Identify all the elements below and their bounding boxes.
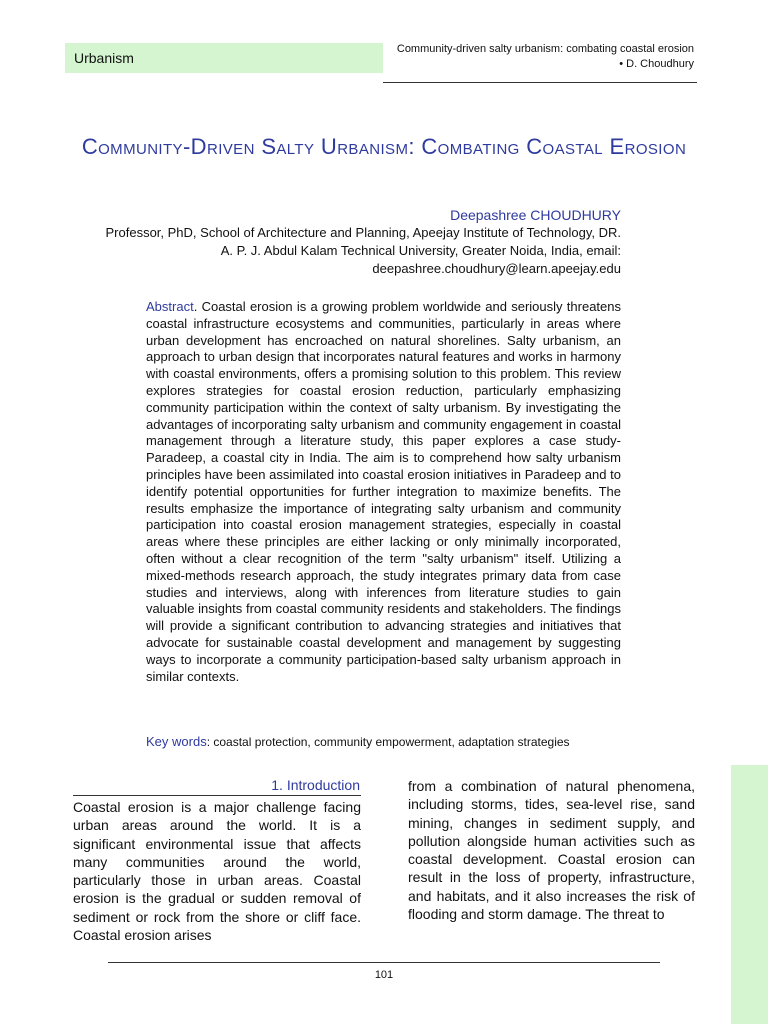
keywords-label: Key words	[146, 734, 207, 749]
header-rule	[383, 82, 697, 83]
left-column	[73, 776, 361, 944]
paper-title: Community-Driven Salty Urbanism: Combating Coastal Erosion	[81, 133, 687, 159]
intro-right-text: from a combination of natural phenomena, including storms, tides, sea-level rise, sand mining, changes in sediment supply, and pollution alongside human activities such as coastal development. Coastal erosion can result in the loss of property, infrastructure, and habitats, and it also increases the risk of flooding and storm damage. The threat to	[408, 778, 695, 923]
author-affiliation: Professor, PhD, School of Architecture and Planning, Apeejay Institute of Technology, DR. A. P. J. Abdul Kalam Technical University, Greater Noida, India, email: deepashree.choudhury@learn.apeejay.edu	[105, 225, 621, 276]
side-color-strip	[731, 765, 768, 1024]
abstract	[146, 299, 621, 685]
author-name: Deepashree CHOUDHURY	[450, 207, 621, 223]
page-number: 101	[374, 969, 394, 981]
keywords	[146, 733, 626, 751]
introduction-heading: 1. Introduction	[73, 776, 361, 796]
abstract-text: . Coastal erosion is a growing problem worldwide and seriously threatens coastal infrastructure ecosystems and communities, particularly in areas where urban development has encroached on natural shorelines. Salty urbanism, an approach to urban design that incorporates natural features and works in harmony with coastal environments, offers a promising solution to this problem. This review explores strategies for coastal erosion reduction, particularly emphasizing community participation within the context of salty urbanism. By investigating the advantages of incorporating salty urbanism and community engagement in coastal management through a literature study, this paper explores a case study-Paradeep, a coastal city in India. The aim is to comprehend how salty urbanism principles have been assimilated into coastal erosion initiatives in Paradeep and to identify potential opportunities for further integration to maximize benefits. The results emphasize the importance of integrating salty urbanism and community participation into coastal erosion management strategies, especially in coastal areas where these principles are either lacking or only minimally incorporated, often without a clear recognition of the term "salty urbanism" itself. Utilizing a mixed-methods research approach, the study integrates primary data from case studies and interviews, along with inferences from literature studies to gain valuable insights from coastal community residents and stakeholders. The findings will provide a significant contribution to advancing strategies and initiatives that advocate for sustainable coastal development and management by suggesting ways to incorporate a community participation-based salty urbanism approach in similar contexts.	[146, 299, 621, 684]
keywords-text: : coastal protection, community empowerment, adaptation strategies	[206, 735, 570, 749]
section-label: Urbanism	[74, 50, 134, 66]
running-head: Community-driven salty urbanism: combating coastal erosion • D. Choudhury	[396, 43, 694, 70]
section-tab	[65, 43, 383, 73]
intro-left-text: Coastal erosion is a major challenge facing urban areas around the world. It is a significant environmental issue that affects many communities around the world, particularly those in urban areas. Coastal erosion is the gradual or sudden removal of sediment or rock from the shore or cliff face. Coastal erosion arises	[73, 799, 361, 944]
abstract-label: Abstract	[146, 299, 194, 314]
author-block	[101, 206, 621, 278]
right-column	[408, 777, 695, 923]
footer-rule	[108, 962, 660, 963]
